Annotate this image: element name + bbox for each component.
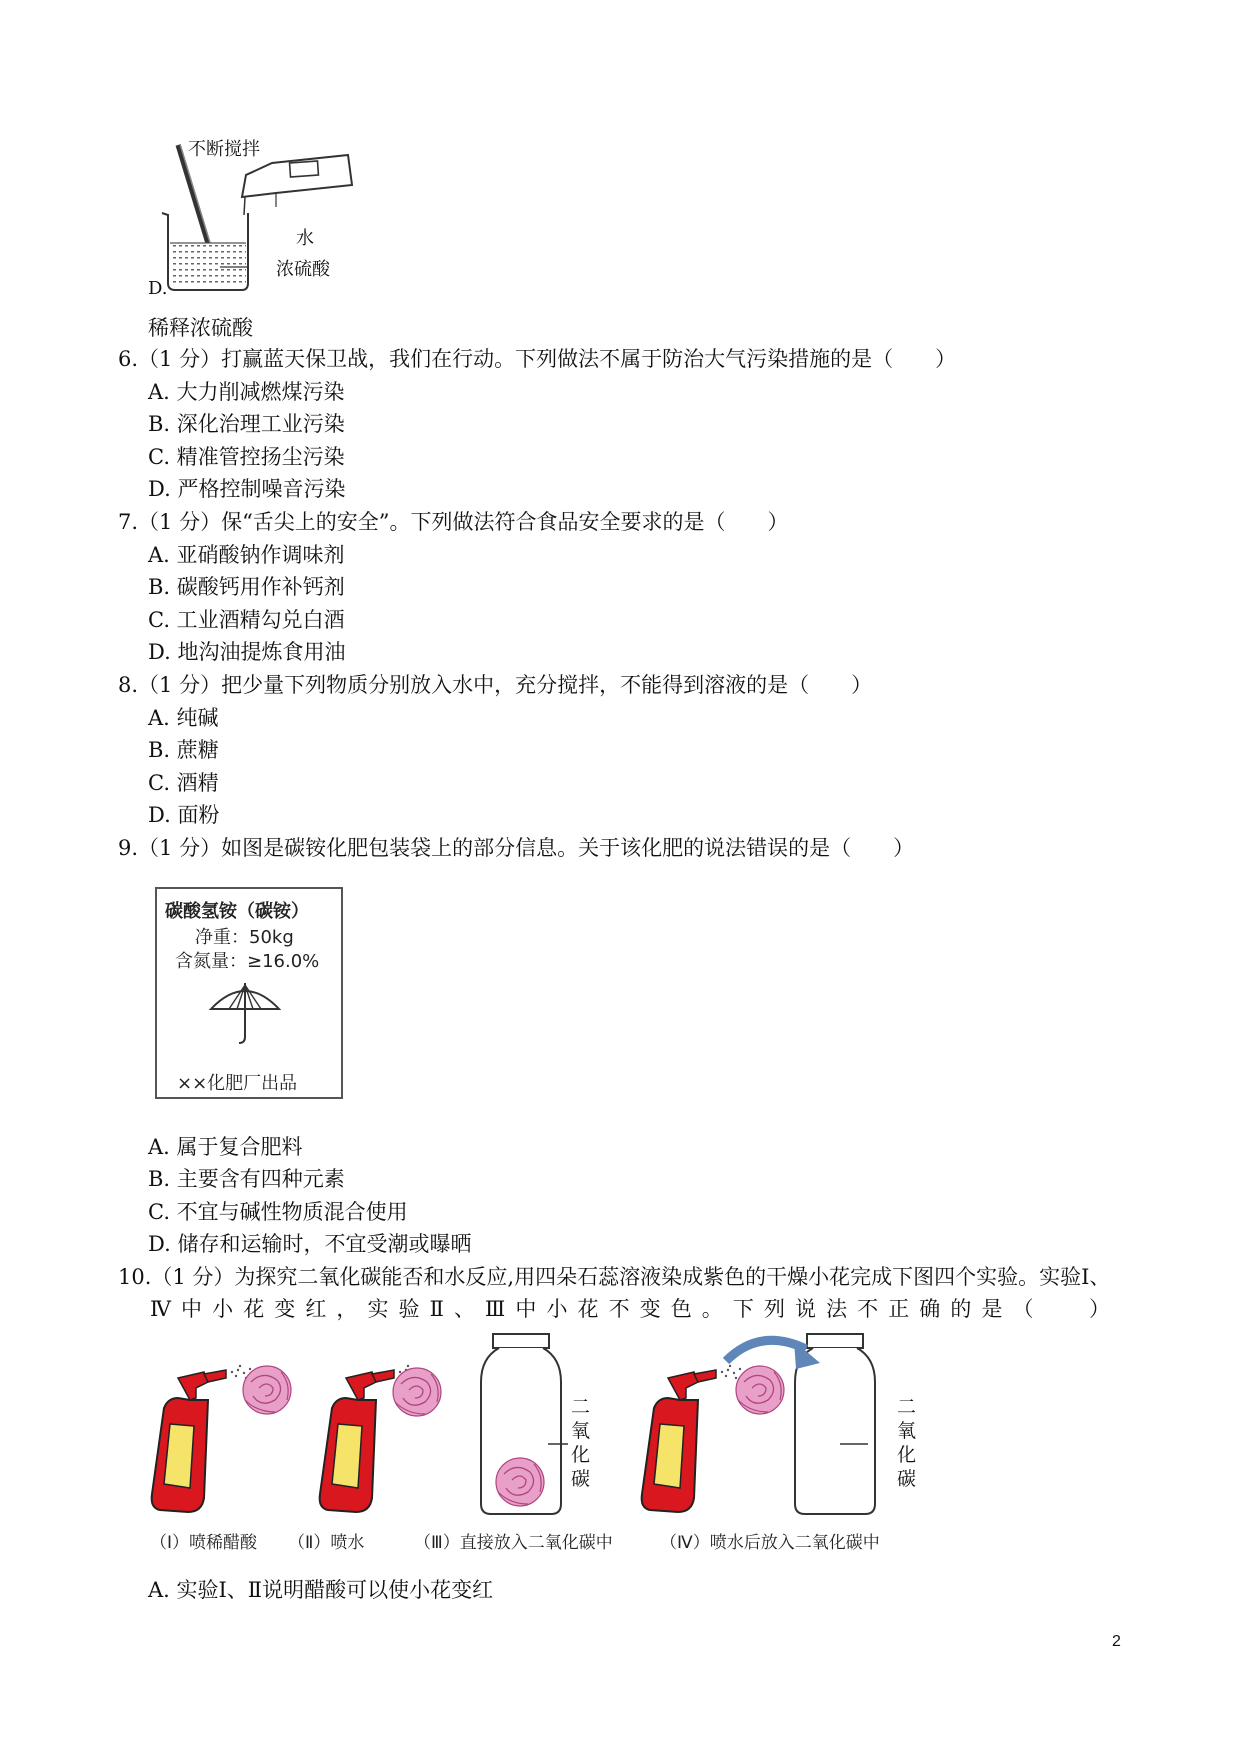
- fertilizer-nitrogen: 含氮量：≥16.0%: [175, 951, 320, 972]
- caption-experiment-3: （Ⅲ）直接放入二氧化碳中: [414, 1533, 613, 1553]
- q7-stem: 7.（1 分）保“舌尖上的安全”。下列做法符合食品安全要求的是（ ）: [118, 510, 789, 534]
- page-number: 2: [1112, 1633, 1121, 1650]
- q9-option-d: D. 储存和运输时，不宜受潮或曝晒: [148, 1232, 472, 1256]
- q6-option-d: D. 严格控制噪音污染: [148, 477, 346, 501]
- q8-option-d: D. 面粉: [148, 803, 220, 827]
- option-d-caption: 稀释浓硫酸: [148, 316, 253, 340]
- umbrella-icon: [207, 979, 283, 1045]
- option-d-letter: D.: [148, 278, 168, 299]
- fertilizer-weight: 净重：50kg: [195, 927, 294, 948]
- fertilizer-maker: ××化肥厂出品: [177, 1073, 298, 1094]
- q7-option-b: B. 碳酸钙用作补钙剂: [148, 575, 345, 599]
- fertilizer-title: 碳酸氢铵（碳铵）: [165, 901, 309, 922]
- q8-option-c: C. 酒精: [148, 771, 219, 795]
- curved-arrow-icon: [720, 1327, 830, 1377]
- acid-label: 浓硫酸: [276, 259, 330, 280]
- q6-option-a: A. 大力削减燃煤污染: [148, 380, 345, 404]
- q6-stem: 6.（1 分）打赢蓝天保卫战，我们在行动。下列做法不属于防治大气污染措施的是（ ）: [118, 347, 957, 371]
- q7-option-a: A. 亚硝酸钠作调味剂: [148, 543, 345, 567]
- q7-option-c: C. 工业酒精勾兑白酒: [148, 608, 345, 632]
- jar4-co2-label: 二氧化碳: [897, 1396, 917, 1490]
- q6-option-c: C. 精准管控扬尘污染: [148, 445, 345, 469]
- q9-stem: 9.（1 分）如图是碳铵化肥包装袋上的部分信息。关于该化肥的说法错误的是（ ）: [118, 836, 915, 860]
- q10-stem-line1: 10.（1 分）为探究二氧化碳能否和水反应,用四朵石蕊溶液染成紫色的干燥小花完成下图四个实验。实验Ⅰ、: [118, 1265, 1111, 1289]
- caption-experiment-4: （Ⅳ）喷水后放入二氧化碳中: [660, 1533, 880, 1553]
- water-label: 水: [296, 228, 314, 249]
- q8-stem: 8.（1 分）把少量下列物质分别放入水中，充分搅拌，不能得到溶液的是（ ）: [118, 673, 873, 697]
- q8-option-b: B. 蔗糖: [148, 738, 219, 762]
- q8-option-a: A. 纯碱: [148, 706, 219, 730]
- q9-option-a: A. 属于复合肥料: [148, 1135, 303, 1159]
- caption-experiment-1: （Ⅰ）喷稀醋酸: [150, 1533, 258, 1553]
- q6-option-b: B. 深化治理工业污染: [148, 412, 345, 436]
- q9-option-b: B. 主要含有四种元素: [148, 1167, 345, 1191]
- fertilizer-label: [155, 887, 343, 1099]
- jar3-co2-label: 二氧化碳: [571, 1396, 591, 1490]
- q9-option-c: C. 不宜与碱性物质混合使用: [148, 1200, 408, 1224]
- q10-stem-line2: Ⅳ 中 小 花 变 红 ， 实 验 Ⅱ 、 Ⅲ 中 小 花 不 变 色 。 下 列 说 法 不 正 确 的 是 （ ）: [150, 1297, 1110, 1321]
- caption-experiment-2: （Ⅱ）喷水: [288, 1533, 365, 1553]
- q10-option-a: A. 实验Ⅰ、Ⅱ说明醋酸可以使小花变红: [148, 1578, 494, 1602]
- stir-label: 不断搅拌: [188, 139, 260, 160]
- q7-option-d: D. 地沟油提炼食用油: [148, 640, 346, 664]
